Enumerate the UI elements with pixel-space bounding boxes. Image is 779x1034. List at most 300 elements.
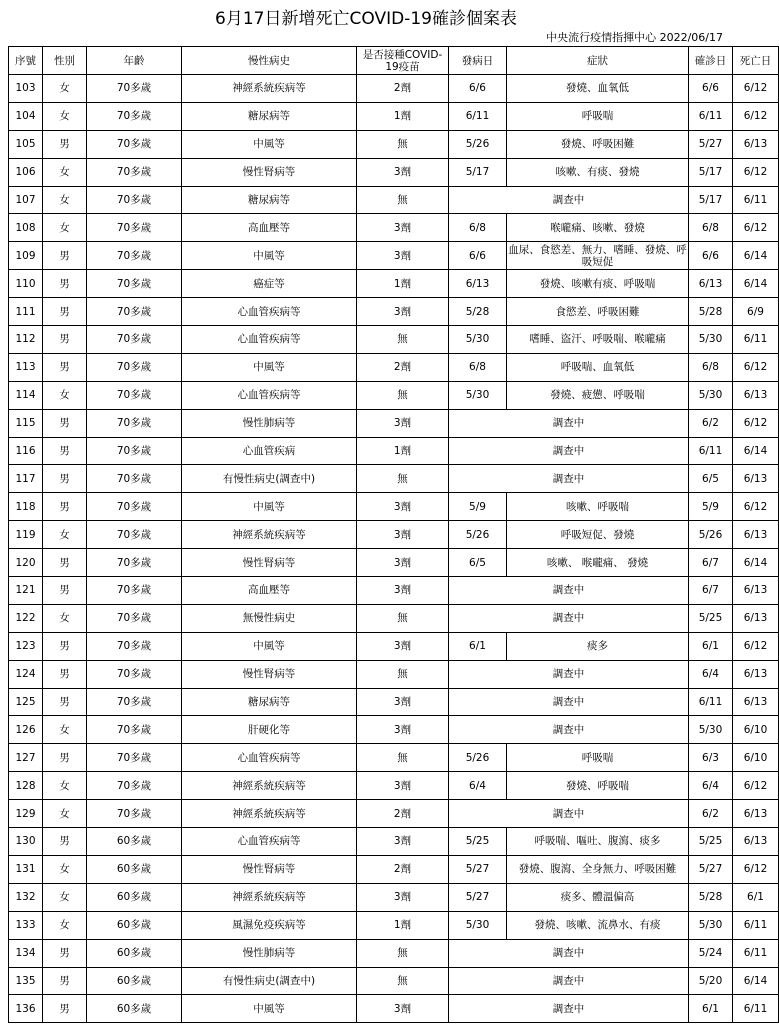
cell-age: 60多歲 bbox=[87, 855, 182, 883]
cell-serial: 106 bbox=[9, 158, 43, 186]
table-row bbox=[9, 632, 779, 660]
cell-sex: 男 bbox=[43, 939, 87, 967]
cell-chronic-history: 糖尿病等 bbox=[182, 102, 357, 130]
cell-chronic-history: 有慢性病史(調查中) bbox=[182, 465, 357, 493]
cell-sex: 男 bbox=[43, 437, 87, 465]
cell-confirmed-date: 5/27 bbox=[689, 855, 733, 883]
table-row bbox=[9, 242, 779, 270]
cell-serial: 103 bbox=[9, 75, 43, 103]
cell-onset-date: 調查中 bbox=[449, 939, 689, 967]
cell-chronic-history: 慢性腎病等 bbox=[182, 549, 357, 577]
cell-serial: 123 bbox=[9, 632, 43, 660]
cell-death-date: 6/11 bbox=[733, 939, 779, 967]
cell-age: 70多歲 bbox=[87, 493, 182, 521]
cell-chronic-history: 心血管疾病等 bbox=[182, 744, 357, 772]
cell-symptoms: 痰多 bbox=[507, 632, 689, 660]
table-row bbox=[9, 493, 779, 521]
cell-symptoms: 血尿、食慾差、無力、嗜睡、發燒、呼吸短促 bbox=[508, 243, 687, 268]
cell-death-date: 6/10 bbox=[733, 744, 779, 772]
cell-serial: 117 bbox=[9, 465, 43, 493]
cell-age: 70多歲 bbox=[87, 688, 182, 716]
cell-sex: 女 bbox=[43, 883, 87, 911]
cell-age: 60多歲 bbox=[87, 883, 182, 911]
cell-confirmed-date: 6/8 bbox=[689, 214, 733, 242]
cell-vaccination: 3劑 bbox=[357, 883, 449, 911]
cell-symptoms: 發燒、血氧低 bbox=[507, 75, 689, 103]
cell-chronic-history: 中風等 bbox=[182, 995, 357, 1023]
cell-vaccination: 3劑 bbox=[357, 242, 449, 270]
cell-vaccination: 3劑 bbox=[357, 577, 449, 605]
cell-sex: 男 bbox=[43, 493, 87, 521]
cell-sex: 女 bbox=[43, 604, 87, 632]
cell-death-date: 6/13 bbox=[733, 465, 779, 493]
cell-chronic-history: 風濕免疫疾病等 bbox=[182, 911, 357, 939]
table-row bbox=[9, 800, 779, 828]
cell-onset-date: 調查中 bbox=[449, 995, 689, 1023]
cell-vaccination: 1劑 bbox=[357, 911, 449, 939]
cell-death-date: 6/9 bbox=[733, 298, 779, 326]
cell-chronic-history: 心血管疾病等 bbox=[182, 298, 357, 326]
cell-sex: 男 bbox=[43, 298, 87, 326]
cell-death-date: 6/11 bbox=[733, 326, 779, 354]
cell-serial: 121 bbox=[9, 577, 43, 605]
cell-vaccination: 2劑 bbox=[357, 353, 449, 381]
cell-serial: 111 bbox=[9, 298, 43, 326]
cell-sex: 男 bbox=[43, 549, 87, 577]
cell-confirmed-date: 6/1 bbox=[689, 995, 733, 1023]
cell-confirmed-date: 5/30 bbox=[689, 911, 733, 939]
cell-chronic-history: 中風等 bbox=[182, 493, 357, 521]
cell-death-date: 6/13 bbox=[733, 828, 779, 856]
cell-confirmed-date: 5/27 bbox=[689, 130, 733, 158]
cell-confirmed-date: 6/11 bbox=[689, 688, 733, 716]
cell-serial: 118 bbox=[9, 493, 43, 521]
cell-serial: 133 bbox=[9, 911, 43, 939]
cell-serial: 114 bbox=[9, 381, 43, 409]
cell-age: 70多歲 bbox=[87, 130, 182, 158]
cell-chronic-history: 中風等 bbox=[182, 130, 357, 158]
cell-sex: 男 bbox=[43, 242, 87, 270]
cell-sex: 男 bbox=[43, 465, 87, 493]
header-sex: 性別 bbox=[43, 47, 87, 75]
cell-onset-date: 5/26 bbox=[449, 521, 507, 549]
table-row bbox=[9, 911, 779, 939]
cell-onset-date: 調查中 bbox=[449, 186, 689, 214]
cell-vaccination: 3劑 bbox=[357, 158, 449, 186]
cell-onset-date: 5/26 bbox=[449, 744, 507, 772]
cell-confirmed-date: 6/7 bbox=[689, 577, 733, 605]
cell-vaccination: 1劑 bbox=[357, 102, 449, 130]
table-row bbox=[9, 660, 779, 688]
cell-confirmed-date: 5/17 bbox=[689, 158, 733, 186]
cell-vaccination: 3劑 bbox=[357, 493, 449, 521]
cell-confirmed-date: 5/20 bbox=[689, 967, 733, 995]
cell-death-date: 6/12 bbox=[733, 632, 779, 660]
cell-confirmed-date: 5/30 bbox=[689, 716, 733, 744]
cell-confirmed-date: 5/26 bbox=[689, 521, 733, 549]
issuer-date: 中央流行疫情指揮中心 2022/06/17 bbox=[546, 31, 723, 44]
table-row bbox=[9, 716, 779, 744]
cell-death-date: 6/14 bbox=[733, 270, 779, 298]
cell-confirmed-date: 5/30 bbox=[689, 326, 733, 354]
cell-sex: 男 bbox=[43, 353, 87, 381]
cell-vaccination: 3劑 bbox=[357, 632, 449, 660]
cell-chronic-history: 心血管疾病等 bbox=[182, 381, 357, 409]
table-row bbox=[9, 744, 779, 772]
cell-age: 60多歲 bbox=[87, 995, 182, 1023]
cell-sex: 男 bbox=[43, 270, 87, 298]
cell-age: 70多歲 bbox=[87, 186, 182, 214]
cell-vaccination: 3劑 bbox=[357, 549, 449, 577]
cell-age: 60多歲 bbox=[87, 828, 182, 856]
header-symptoms: 症狀 bbox=[507, 47, 689, 75]
cell-death-date: 6/12 bbox=[733, 158, 779, 186]
cell-death-date: 6/1 bbox=[733, 883, 779, 911]
cell-sex: 男 bbox=[43, 967, 87, 995]
header-death-date: 死亡日 bbox=[733, 47, 779, 75]
cell-death-date: 6/12 bbox=[733, 493, 779, 521]
cell-symptoms: 呼吸短促、發燒 bbox=[507, 521, 689, 549]
cell-serial: 134 bbox=[9, 939, 43, 967]
table-row bbox=[9, 326, 779, 354]
cell-sex: 女 bbox=[43, 911, 87, 939]
cell-serial: 116 bbox=[9, 437, 43, 465]
table-row bbox=[9, 381, 779, 409]
cell-symptoms: 嗜睡、盜汗、呼吸喘、喉嚨痛 bbox=[507, 326, 689, 354]
cell-vaccination: 3劑 bbox=[357, 214, 449, 242]
cell-vaccination: 3劑 bbox=[357, 828, 449, 856]
cell-onset-date: 調查中 bbox=[449, 409, 689, 437]
cell-symptoms: 發燒、呼吸困難 bbox=[507, 130, 689, 158]
cell-death-date: 6/13 bbox=[733, 130, 779, 158]
table-body bbox=[9, 75, 779, 1023]
table-row bbox=[9, 186, 779, 214]
cell-age: 70多歲 bbox=[87, 326, 182, 354]
cell-sex: 女 bbox=[43, 800, 87, 828]
cell-age: 70多歲 bbox=[87, 298, 182, 326]
table-row bbox=[9, 772, 779, 800]
cell-chronic-history: 糖尿病等 bbox=[182, 688, 357, 716]
cell-sex: 女 bbox=[43, 214, 87, 242]
cell-sex: 男 bbox=[43, 688, 87, 716]
table-row bbox=[9, 855, 779, 883]
table-row bbox=[9, 158, 779, 186]
cell-chronic-history: 慢性腎病等 bbox=[182, 158, 357, 186]
table-row bbox=[9, 521, 779, 549]
cell-confirmed-date: 5/24 bbox=[689, 939, 733, 967]
cell-vaccination: 1劑 bbox=[357, 270, 449, 298]
cell-confirmed-date: 5/9 bbox=[689, 493, 733, 521]
header-vaccination: 是否接種COVID-19疫苗 bbox=[357, 47, 449, 75]
cell-death-date: 6/13 bbox=[733, 660, 779, 688]
cell-vaccination: 2劑 bbox=[357, 800, 449, 828]
cell-chronic-history: 神經系統疾病等 bbox=[182, 772, 357, 800]
cell-vaccination: 3劑 bbox=[357, 298, 449, 326]
cell-serial: 113 bbox=[9, 353, 43, 381]
cell-sex: 男 bbox=[43, 409, 87, 437]
table-row bbox=[9, 437, 779, 465]
cell-symptoms: 喉嚨痛、咳嗽、發燒 bbox=[507, 214, 689, 242]
cell-confirmed-date: 6/2 bbox=[689, 409, 733, 437]
cell-serial: 127 bbox=[9, 744, 43, 772]
cell-sex: 男 bbox=[43, 660, 87, 688]
cell-vaccination: 3劑 bbox=[357, 409, 449, 437]
table-row bbox=[9, 967, 779, 995]
cell-death-date: 6/14 bbox=[733, 242, 779, 270]
cell-age: 70多歲 bbox=[87, 521, 182, 549]
cell-onset-date: 6/6 bbox=[449, 75, 507, 103]
cell-onset-date: 調查中 bbox=[449, 688, 689, 716]
table-row bbox=[9, 828, 779, 856]
cell-onset-date: 6/8 bbox=[449, 353, 507, 381]
cell-chronic-history: 神經系統疾病等 bbox=[182, 800, 357, 828]
cell-onset-date: 調查中 bbox=[449, 437, 689, 465]
cell-age: 60多歲 bbox=[87, 939, 182, 967]
cell-death-date: 6/12 bbox=[733, 75, 779, 103]
cell-death-date: 6/10 bbox=[733, 716, 779, 744]
cell-sex: 男 bbox=[43, 744, 87, 772]
cell-serial: 120 bbox=[9, 549, 43, 577]
cell-confirmed-date: 6/5 bbox=[689, 465, 733, 493]
cell-vaccination: 無 bbox=[357, 939, 449, 967]
cell-onset-date: 調查中 bbox=[449, 577, 689, 605]
table-row bbox=[9, 688, 779, 716]
cell-serial: 119 bbox=[9, 521, 43, 549]
cell-age: 70多歲 bbox=[87, 577, 182, 605]
cell-chronic-history: 心血管疾病等 bbox=[182, 326, 357, 354]
cell-age: 70多歲 bbox=[87, 604, 182, 632]
table-row bbox=[9, 353, 779, 381]
cell-chronic-history: 慢性腎病等 bbox=[182, 660, 357, 688]
cell-age: 70多歲 bbox=[87, 632, 182, 660]
cell-chronic-history: 心血管疾病 bbox=[182, 437, 357, 465]
table-row bbox=[9, 130, 779, 158]
cell-symptoms: 食慾差、呼吸困難 bbox=[507, 298, 689, 326]
cell-chronic-history: 癌症等 bbox=[182, 270, 357, 298]
cell-onset-date: 調查中 bbox=[449, 800, 689, 828]
cell-chronic-history: 有慢性病史(調查中) bbox=[182, 967, 357, 995]
cell-symptoms: 咳嗽、 喉嚨痛、 發燒 bbox=[507, 549, 689, 577]
cell-onset-date: 調查中 bbox=[449, 716, 689, 744]
cell-onset-date: 6/1 bbox=[449, 632, 507, 660]
page-title: 6月17日新增死亡COVID-19確診個案表 bbox=[215, 9, 517, 29]
cell-sex: 女 bbox=[43, 102, 87, 130]
cell-symptoms: 咳嗽、呼吸喘 bbox=[507, 493, 689, 521]
cell-vaccination: 無 bbox=[357, 381, 449, 409]
cell-age: 70多歲 bbox=[87, 214, 182, 242]
death-case-table bbox=[8, 46, 779, 1023]
cell-vaccination: 無 bbox=[357, 186, 449, 214]
cell-age: 70多歲 bbox=[87, 772, 182, 800]
cell-serial: 126 bbox=[9, 716, 43, 744]
header-chronic-history: 慢性病史 bbox=[182, 47, 357, 75]
table-row bbox=[9, 270, 779, 298]
table-row bbox=[9, 883, 779, 911]
cell-sex: 女 bbox=[43, 75, 87, 103]
cell-confirmed-date: 6/3 bbox=[689, 744, 733, 772]
cell-sex: 女 bbox=[43, 186, 87, 214]
cell-age: 70多歲 bbox=[87, 716, 182, 744]
cell-onset-date: 5/28 bbox=[449, 298, 507, 326]
cell-chronic-history: 慢性肺病等 bbox=[182, 939, 357, 967]
cell-onset-date: 5/27 bbox=[449, 883, 507, 911]
cell-vaccination: 無 bbox=[357, 604, 449, 632]
cell-chronic-history: 心血管疾病等 bbox=[182, 828, 357, 856]
cell-vaccination: 2劑 bbox=[357, 855, 449, 883]
cell-vaccination: 無 bbox=[357, 967, 449, 995]
cell-death-date: 6/12 bbox=[733, 214, 779, 242]
cell-confirmed-date: 6/11 bbox=[689, 437, 733, 465]
table-row bbox=[9, 577, 779, 605]
cell-onset-date: 6/4 bbox=[449, 772, 507, 800]
cell-serial: 128 bbox=[9, 772, 43, 800]
cell-vaccination: 無 bbox=[357, 130, 449, 158]
cell-death-date: 6/11 bbox=[733, 911, 779, 939]
cell-age: 70多歲 bbox=[87, 660, 182, 688]
cell-onset-date: 5/30 bbox=[449, 326, 507, 354]
cell-death-date: 6/13 bbox=[733, 577, 779, 605]
cell-age: 70多歲 bbox=[87, 409, 182, 437]
cell-vaccination: 2劑 bbox=[357, 75, 449, 103]
cell-sex: 男 bbox=[43, 326, 87, 354]
cell-age: 70多歲 bbox=[87, 381, 182, 409]
cell-death-date: 6/13 bbox=[733, 381, 779, 409]
cell-confirmed-date: 6/4 bbox=[689, 660, 733, 688]
cell-chronic-history: 高血壓等 bbox=[182, 577, 357, 605]
cell-death-date: 6/12 bbox=[733, 855, 779, 883]
cell-vaccination: 無 bbox=[357, 660, 449, 688]
cell-onset-date: 6/6 bbox=[449, 242, 507, 270]
cell-serial: 136 bbox=[9, 995, 43, 1023]
cell-serial: 124 bbox=[9, 660, 43, 688]
cell-sex: 女 bbox=[43, 772, 87, 800]
cell-chronic-history: 神經系統疾病等 bbox=[182, 521, 357, 549]
cell-onset-date: 調查中 bbox=[449, 967, 689, 995]
cell-onset-date: 5/26 bbox=[449, 130, 507, 158]
cell-sex: 男 bbox=[43, 632, 87, 660]
cell-death-date: 6/11 bbox=[733, 995, 779, 1023]
cell-chronic-history: 高血壓等 bbox=[182, 214, 357, 242]
cell-chronic-history: 中風等 bbox=[182, 242, 357, 270]
cell-confirmed-date: 5/28 bbox=[689, 883, 733, 911]
cell-age: 70多歲 bbox=[87, 158, 182, 186]
cell-age: 70多歲 bbox=[87, 465, 182, 493]
cell-symptoms: 發燒、疲憊、呼吸喘 bbox=[507, 381, 689, 409]
cell-symptoms: 發燒、咳嗽、流鼻水、有痰 bbox=[507, 911, 689, 939]
cell-serial: 129 bbox=[9, 800, 43, 828]
cell-onset-date: 6/8 bbox=[449, 214, 507, 242]
cell-onset-date: 6/5 bbox=[449, 549, 507, 577]
cell-serial: 122 bbox=[9, 604, 43, 632]
cell-serial: 105 bbox=[9, 130, 43, 158]
cell-chronic-history: 中風等 bbox=[182, 353, 357, 381]
cell-symptoms: 呼吸喘 bbox=[507, 744, 689, 772]
cell-confirmed-date: 6/13 bbox=[689, 270, 733, 298]
cell-age: 70多歲 bbox=[87, 242, 182, 270]
cell-serial: 125 bbox=[9, 688, 43, 716]
cell-onset-date: 5/30 bbox=[449, 381, 507, 409]
cell-serial: 130 bbox=[9, 828, 43, 856]
cell-onset-date: 5/9 bbox=[449, 493, 507, 521]
cell-death-date: 6/12 bbox=[733, 353, 779, 381]
cell-vaccination: 無 bbox=[357, 465, 449, 493]
cell-chronic-history: 無慢性病史 bbox=[182, 604, 357, 632]
cell-sex: 女 bbox=[43, 855, 87, 883]
cell-death-date: 6/12 bbox=[733, 409, 779, 437]
cell-symptoms: 呼吸喘、嘔吐、腹瀉、痰多 bbox=[507, 828, 689, 856]
cell-death-date: 6/13 bbox=[733, 688, 779, 716]
cell-serial: 104 bbox=[9, 102, 43, 130]
cell-confirmed-date: 6/2 bbox=[689, 800, 733, 828]
cell-serial: 107 bbox=[9, 186, 43, 214]
cell-vaccination: 3劑 bbox=[357, 716, 449, 744]
cell-confirmed-date: 5/25 bbox=[689, 828, 733, 856]
cell-death-date: 6/12 bbox=[733, 102, 779, 130]
cell-serial: 132 bbox=[9, 883, 43, 911]
cell-death-date: 6/11 bbox=[733, 186, 779, 214]
cell-serial: 131 bbox=[9, 855, 43, 883]
cell-death-date: 6/13 bbox=[733, 521, 779, 549]
cell-chronic-history: 神經系統疾病等 bbox=[182, 883, 357, 911]
cell-serial: 112 bbox=[9, 326, 43, 354]
table-row bbox=[9, 995, 779, 1023]
cell-age: 70多歲 bbox=[87, 353, 182, 381]
header-confirmed-date: 確診日 bbox=[689, 47, 733, 75]
cell-chronic-history: 肝硬化等 bbox=[182, 716, 357, 744]
cell-confirmed-date: 6/11 bbox=[689, 102, 733, 130]
cell-symptoms: 痰多、體溫偏高 bbox=[507, 883, 689, 911]
table-header-row bbox=[9, 47, 779, 75]
cell-age: 60多歲 bbox=[87, 911, 182, 939]
cell-age: 70多歲 bbox=[87, 800, 182, 828]
cell-onset-date: 5/17 bbox=[449, 158, 507, 186]
cell-confirmed-date: 5/28 bbox=[689, 298, 733, 326]
cell-vaccination: 3劑 bbox=[357, 521, 449, 549]
cell-confirmed-date: 5/30 bbox=[689, 381, 733, 409]
cell-chronic-history: 慢性腎病等 bbox=[182, 855, 357, 883]
cell-chronic-history: 神經系統疾病等 bbox=[182, 75, 357, 103]
cell-death-date: 6/12 bbox=[733, 772, 779, 800]
cell-onset-date: 調查中 bbox=[449, 604, 689, 632]
cell-death-date: 6/14 bbox=[733, 437, 779, 465]
cell-age: 70多歲 bbox=[87, 270, 182, 298]
cell-vaccination: 1劑 bbox=[357, 437, 449, 465]
cell-death-date: 6/14 bbox=[733, 967, 779, 995]
cell-serial: 109 bbox=[9, 242, 43, 270]
cell-vaccination: 3劑 bbox=[357, 995, 449, 1023]
table-row bbox=[9, 298, 779, 326]
cell-death-date: 6/14 bbox=[733, 549, 779, 577]
cell-onset-date: 6/11 bbox=[449, 102, 507, 130]
cell-chronic-history: 糖尿病等 bbox=[182, 186, 357, 214]
cell-chronic-history: 中風等 bbox=[182, 632, 357, 660]
cell-age: 60多歲 bbox=[87, 967, 182, 995]
cell-sex: 女 bbox=[43, 381, 87, 409]
cell-sex: 男 bbox=[43, 828, 87, 856]
cell-confirmed-date: 6/6 bbox=[689, 75, 733, 103]
cell-onset-date: 5/25 bbox=[449, 828, 507, 856]
table-row bbox=[9, 409, 779, 437]
header-age: 年齡 bbox=[87, 47, 182, 75]
cell-chronic-history: 慢性肺病等 bbox=[182, 409, 357, 437]
cell-symptoms: 發燒、呼吸喘 bbox=[507, 772, 689, 800]
cell-confirmed-date: 6/8 bbox=[689, 353, 733, 381]
cell-vaccination: 3劑 bbox=[357, 772, 449, 800]
cell-symptoms: 發燒、咳嗽有痰、呼吸喘 bbox=[507, 270, 689, 298]
cell-vaccination: 無 bbox=[357, 326, 449, 354]
cell-confirmed-date: 6/6 bbox=[689, 242, 733, 270]
cell-age: 70多歲 bbox=[87, 75, 182, 103]
